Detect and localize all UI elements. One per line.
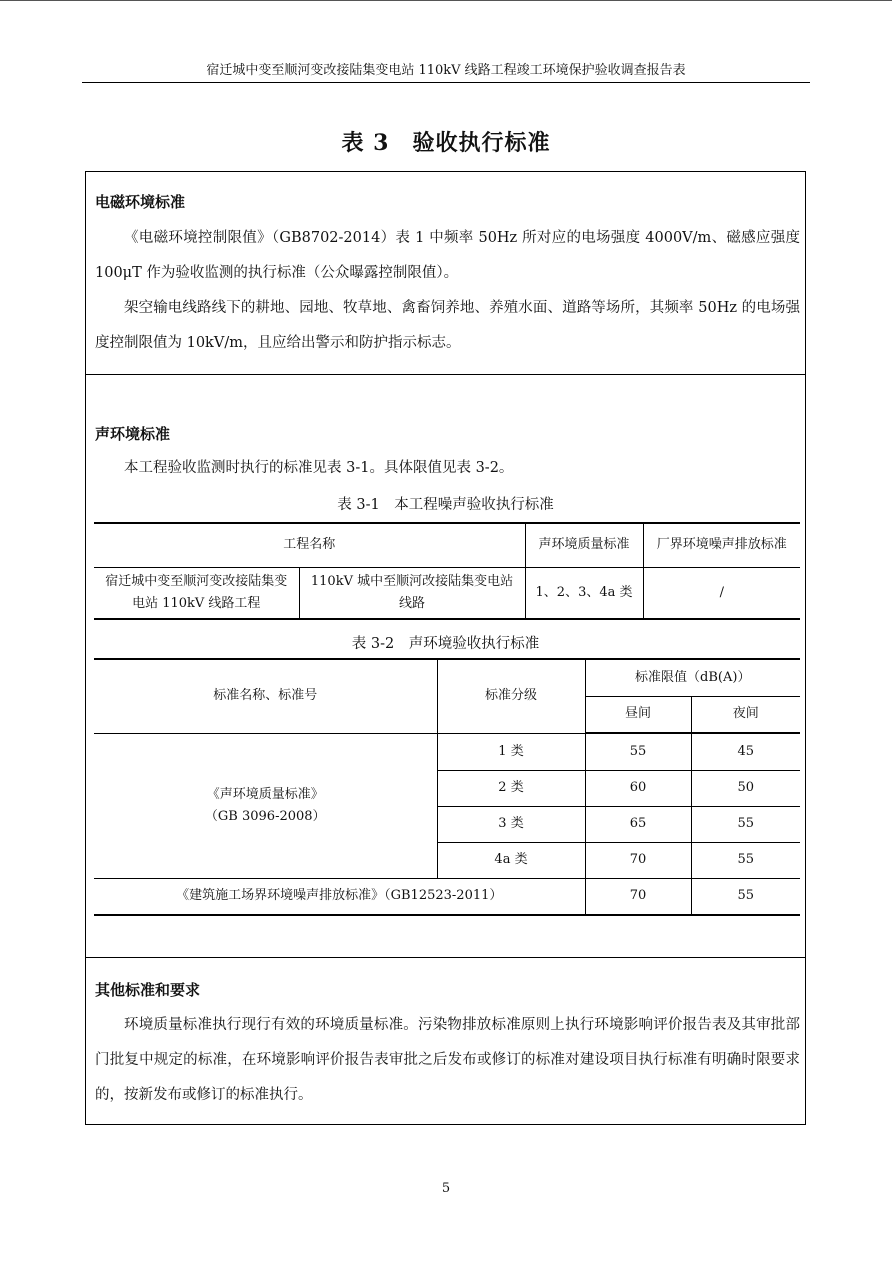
table-cell: 110kV 城中至顺河改接陆集变电站线路	[299, 567, 525, 619]
table-cell: /	[643, 567, 800, 619]
table-header-cell: 声环境质量标准	[525, 523, 643, 567]
running-header: 宿迁城中变至顺河变改接陆集变电站 110kV 线路工程竣工环境保护验收调查报告表	[206, 63, 686, 78]
acoustic-paragraph: 本工程验收监测时执行的标准见表 3-1。具体限值见表 3-2。	[124, 460, 514, 476]
table-cell: 65	[585, 806, 691, 842]
table-header-cell: 厂界环境噪声排放标准	[643, 523, 800, 567]
table-header-cell: 工程名称	[94, 523, 525, 567]
table-cell: 45	[691, 733, 800, 770]
page-number: 5	[441, 1181, 451, 1196]
table-header-cell: 昼间	[585, 696, 691, 733]
table-header-cell: 标准名称、标准号	[94, 659, 437, 733]
standard-code: （GB 3096-2008）	[204, 808, 326, 824]
table-cell: 60	[585, 770, 691, 806]
table-cell: 宿迁城中变至顺河变改接陆集变电站 110kV 线路工程	[94, 567, 299, 619]
page-top-edge	[0, 0, 892, 1]
table-3-1-caption: 表 3-1 本工程噪声验收执行标准	[337, 497, 554, 513]
page-title: 表 3 验收执行标准	[341, 130, 551, 156]
electromagnetic-paragraph-1: 《电磁环境控制限值》（GB8702-2014）表 1 中频率 50Hz 所对应的电场强度 4000V/m、磁感应强度 100μT 作为验收监测的执行标准（公众曝露控制限值）。	[95, 230, 800, 281]
table-header-row	[94, 659, 800, 696]
acoustic-heading: 声环境标准	[95, 425, 171, 443]
standards-frame	[85, 171, 806, 1125]
table-cell: 1、2、3、4a 类	[525, 567, 643, 619]
table-cell: 1 类	[437, 733, 585, 770]
table-header-cell: 标准分级	[437, 659, 585, 733]
table-3-1	[94, 522, 800, 620]
table-cell	[94, 733, 437, 878]
table-cell: 《建筑施工场界环境噪声排放标准》（GB12523-2011）	[94, 878, 585, 915]
table-cell: 4a 类	[437, 842, 585, 878]
other-heading: 其他标准和要求	[95, 981, 201, 999]
table-row	[94, 733, 800, 770]
table-3-2-caption: 表 3-2 声环境验收执行标准	[351, 636, 540, 652]
standard-name: 《声环境质量标准》	[206, 786, 324, 802]
table-cell: 2 类	[437, 770, 585, 806]
table-cell: 55	[691, 842, 800, 878]
table-header-row	[94, 523, 800, 567]
section-divider	[86, 374, 805, 375]
table-cell: 50	[691, 770, 800, 806]
table-cell: 55	[691, 806, 800, 842]
table-header-cell: 标准限值（dB(A)）	[585, 659, 800, 696]
section-divider	[86, 957, 805, 958]
table-cell: 55	[585, 733, 691, 770]
table-row	[94, 567, 800, 619]
header-rule	[82, 82, 810, 83]
table-cell: 3 类	[437, 806, 585, 842]
electromagnetic-heading: 电磁环境标准	[95, 193, 186, 211]
table-header-cell: 夜间	[691, 696, 800, 733]
table-3-2	[94, 658, 800, 916]
electromagnetic-paragraph-2: 架空输电线路线下的耕地、园地、牧草地、禽畜饲养地、养殖水面、道路等场所，其频率 50Hz 的电场强度控制限值为 10kV/m，且应给出警示和防护指示标志。	[95, 300, 800, 351]
table-cell: 70	[585, 878, 691, 915]
other-paragraph: 环境质量标准执行现行有效的环境质量标准。污染物排放标准原则上执行环境影响评价报告表及其审批部门批复中规定的标准，在环境影响评价报告表审批之后发布或修订的标准对建设项目执行标准有明确时限要求的，按新发布或修订的标准执行。	[95, 1017, 800, 1103]
table-row	[94, 878, 800, 915]
table-cell: 70	[585, 842, 691, 878]
table-cell: 55	[691, 878, 800, 915]
